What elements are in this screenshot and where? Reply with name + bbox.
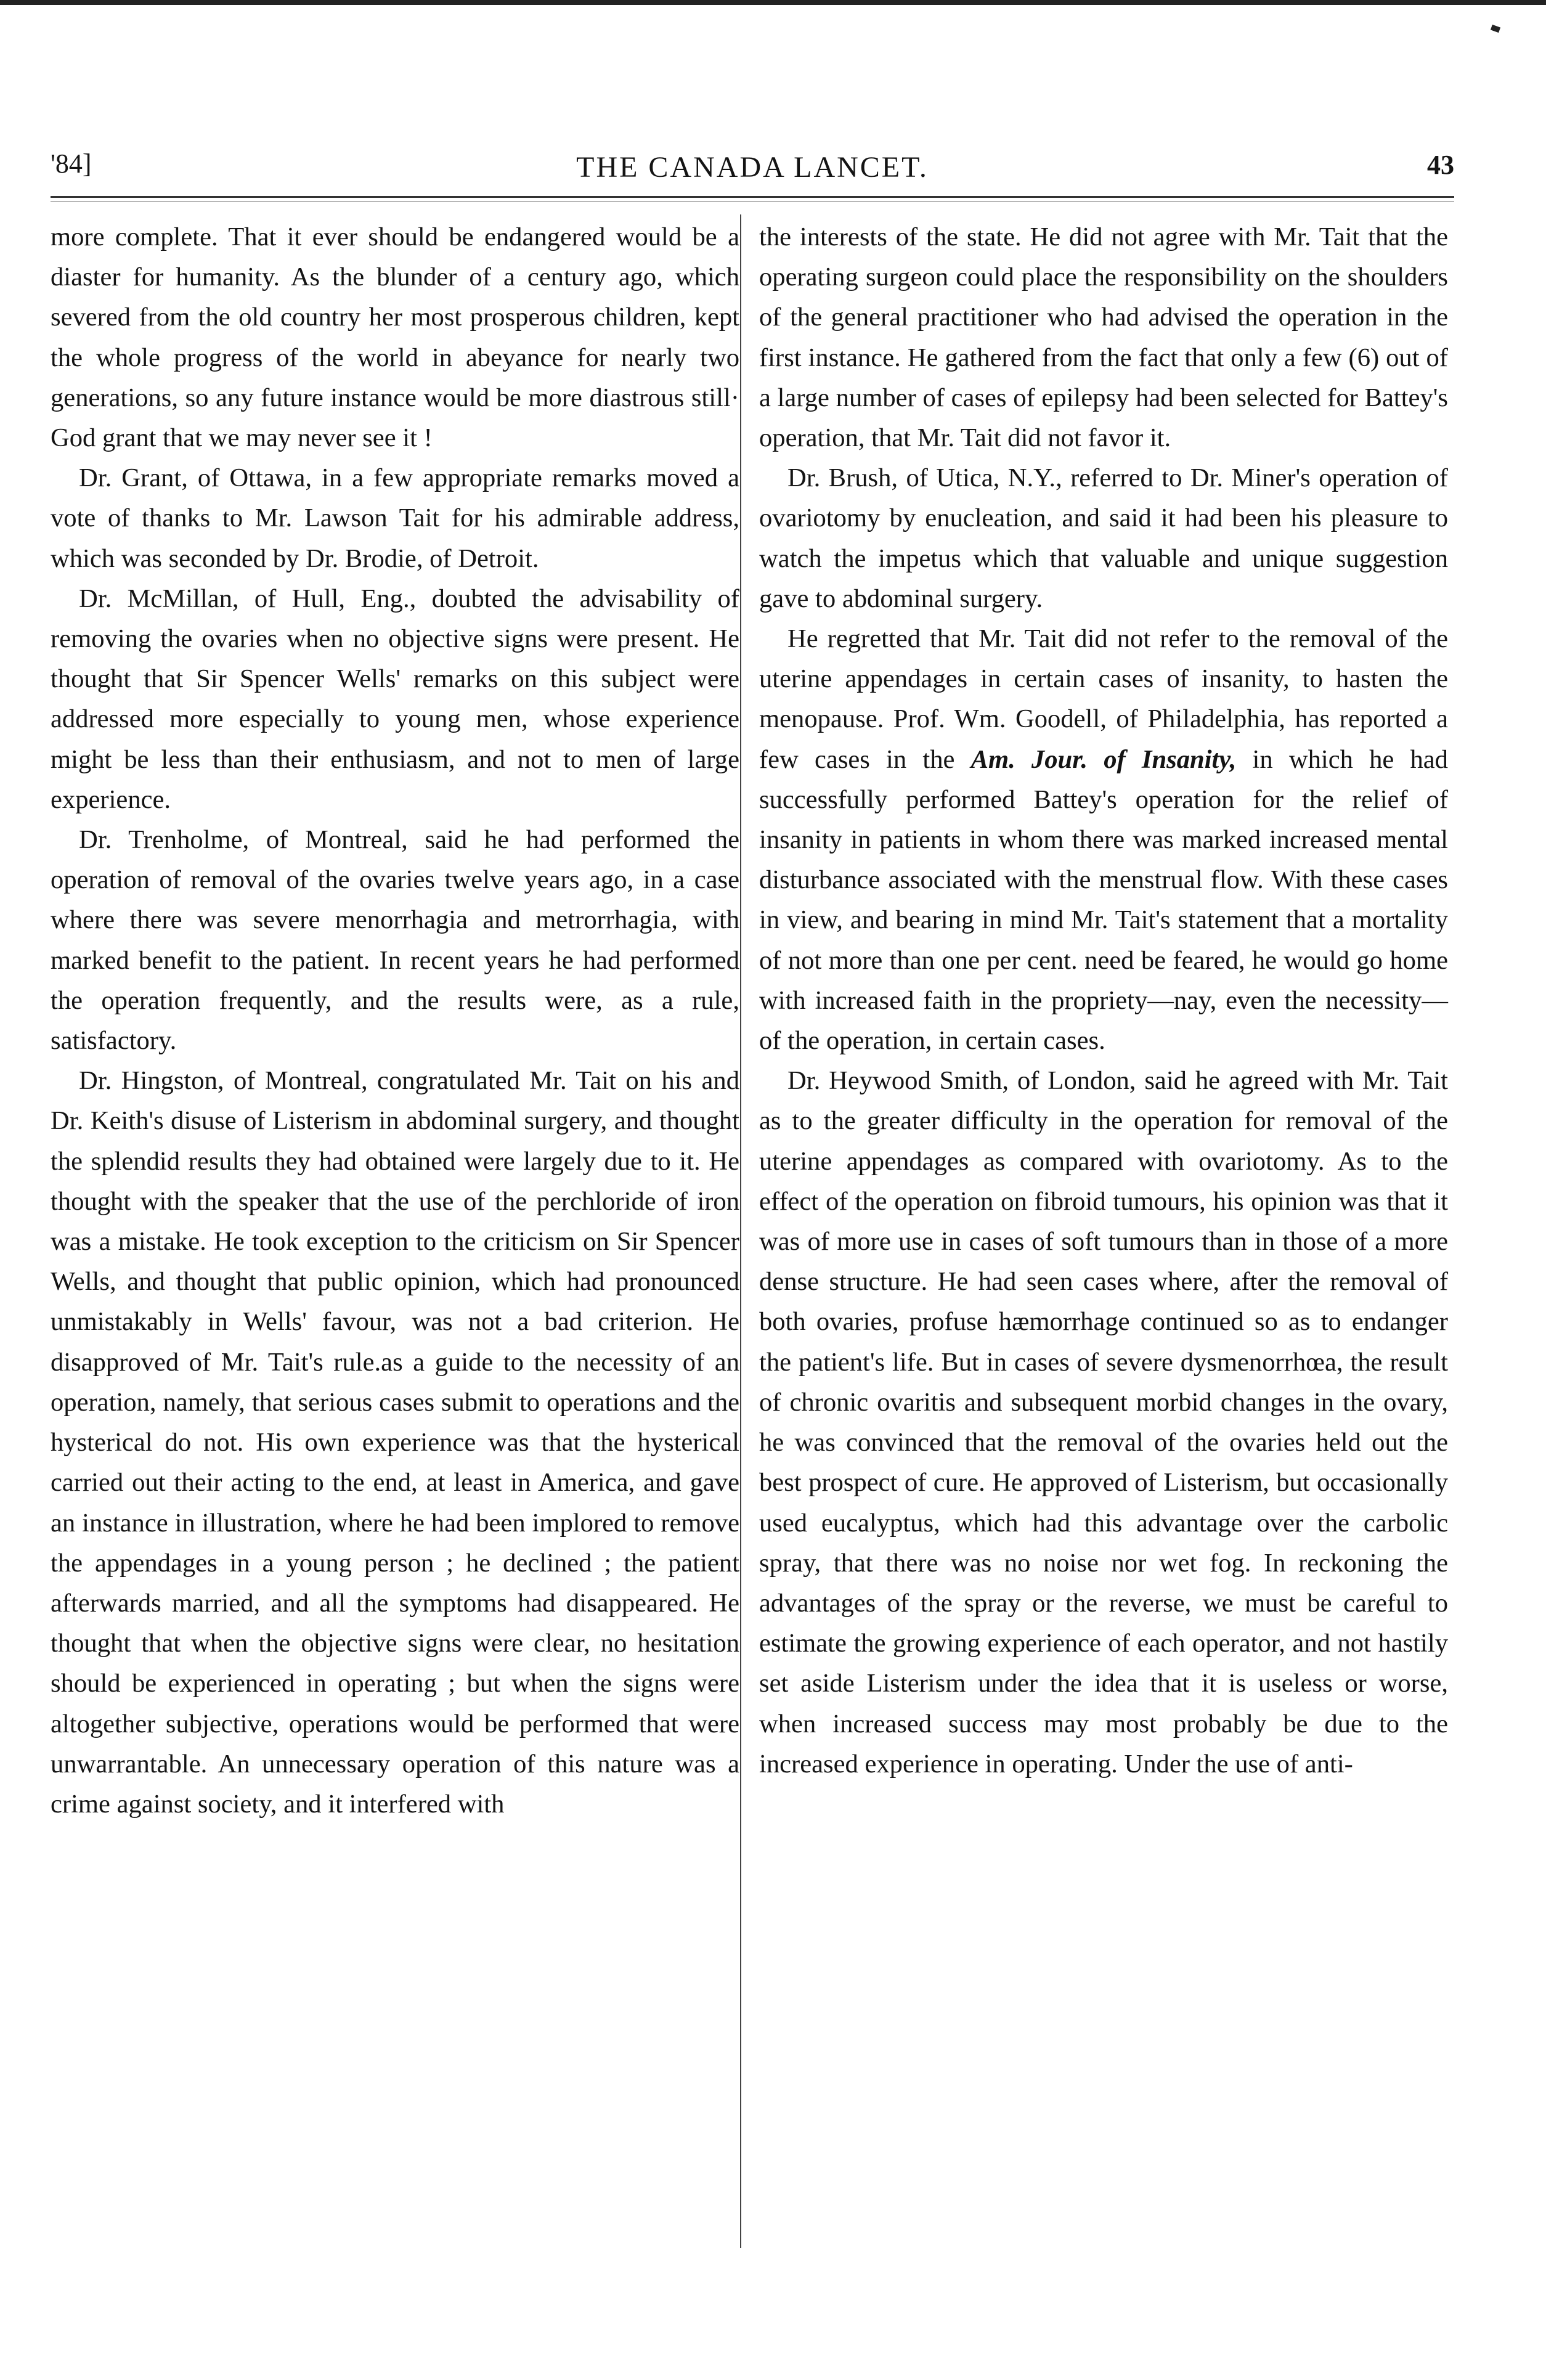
paragraph-insanity-part2: in which he had successfully performed Battey's operation for the relief of insanity in patients in whom there was marked increased mental disturbance associated with the menstrual flow. With these cases in view, and bearing in mind Mr. Tait's statement that a mortality of not more than one per cent. need be feared, he would go home with increased faith in the propriety—nay, even the necessity—of the operation, in certain cases. bbox=[759, 744, 1448, 1056]
paragraph-insanity-part1: He regretted that Mr. Tait did not refer to the removal of the uterine appendages in certain cases of insanity, to hasten the menopause. Prof. Wm. Goodell, of Philadelphia, has reported a few cases in the bbox=[759, 624, 1448, 774]
journal-title: THE CANADA LANCET. bbox=[576, 151, 929, 184]
paragraph-hingston: Dr. Hingston, of Montreal, congratulated Mr. Tait on his and Dr. Keith's disuse of Listerism in abdominal surgery, and thought the splendid results they had obtained were largely due to it. He thought with the speaker that the use of the perchloride of iron was a mistake. He took exception to the criticism on Sir Spencer Wells, and thought that public opinion, which had pronounced unmistakably in Wells' favour, was not a bad criterion. He disapproved of Mr. Tait's rule.as a guide to the necessity of an operation, namely, that serious cases submit to operations and the hysterical do not. His own experience was that the hysterical carried out their acting to the end, at least in America, and gave an instance in illustration, where he had been implored to remove the appendages in a young person ; he declined ; the patient afterwards married, and all the symptoms had disappeared. He thought that when the objective signs were clear, no hesitation should be experienced in operating ; but when the signs were altogether subjective, operations would be performed that were unwarrantable. An unnecessary operation of this nature was a crime against society, and it interfered with bbox=[51, 1066, 739, 1819]
paragraph-brush: Dr. Brush, of Utica, N.Y., referred to Dr. Miner's operation of ovariotomy by enucleation, and said it had been his pleasure to watch the impetus which that valuable and unique suggestion gave to abdominal surgery. bbox=[759, 463, 1448, 613]
scan-top-border bbox=[0, 0, 1546, 5]
paragraph-grant: Dr. Grant, of Ottawa, in a few appropriate remarks moved a vote of thanks to Mr. Lawson Tait for his admirable address, which was seconded by Dr. Brodie, of Detroit. bbox=[51, 463, 739, 573]
running-header bbox=[51, 148, 1454, 191]
page-date: '84] bbox=[51, 149, 92, 179]
scan-mark bbox=[1491, 25, 1500, 33]
paragraph-trenholme: Dr. Trenholme, of Montreal, said he had performed the operation of removal of the ovaries twelve years ago, in a case where there was severe menorrhagia and metrorrhagia, with marked benefit to the patient. In recent years he had performed the operation frequently, and the results were, as a rule, satisfactory. bbox=[51, 825, 739, 1056]
column-divider bbox=[740, 214, 741, 2248]
header-rule-secondary bbox=[51, 201, 1454, 202]
paragraph-mcmillan: Dr. McMillan, of Hull, Eng., doubted the advisability of removing the ovaries when no objective signs were present. He thought that Sir Spencer Wells' remarks on this subject were addressed more especially to young men, whose experience might be less than their enthusiasm, and not to men of large experience. bbox=[51, 584, 739, 814]
paragraph-insanity bbox=[759, 619, 1448, 1061]
paragraph-heywood-smith: Dr. Heywood Smith, of London, said he agreed with Mr. Tait as to the greater difficulty in the operation for removal of the uterine appendages as compared with ovariotomy. As to the effect of the operation on fibroid tumours, his opinion was that it was of more use in cases of soft tumours than in those of a more dense structure. He had seen cases where, after the removal of both ovaries, profuse hæmorrhage continued so as to endanger the patient's life. But in cases of severe dysmenorrhœa, the result of chronic ovaritis and subsequent morbid changes in the ovary, he was convinced that the removal of the ovaries held out the best prospect of cure. He approved of Listerism, but occasionally used eucalyptus, which had this advantage over the carbolic spray, that there was no noise nor wet fog. In reckoning the advantages of the spray or the reverse, we must be careful to estimate the growing experience of each operator, and not hastily set aside Listerism under the idea that it is useless or worse, when increased success may most probably be due to the increased experience in operating. Under the use of anti- bbox=[759, 1066, 1448, 1779]
journal-citation: Am. Jour. of Insanity, bbox=[970, 744, 1237, 774]
right-column bbox=[759, 217, 1448, 2251]
page-number: 43 bbox=[1427, 150, 1454, 180]
paragraph-continuation-right: the interests of the state. He did not agree with Mr. Tait that the operating surgeon could place the responsibility on the shoulders of the general practitioner who had advised the operation in the first instance. He gathered from the fact that only a few (6) out of a large number of cases of epilepsy had been selected for Battey's operation, that Mr. Tait did not favor it. bbox=[759, 222, 1448, 453]
paragraph-continuation: more complete. That it ever should be endangered would be a diaster for humanity. As the blunder of a century ago, which severed from the old country her most prosperous children, kept the whole progress of the world in abeyance for nearly two generations, so any future instance would be more diastrous still· God grant that we may never see it ! bbox=[51, 222, 739, 453]
left-column bbox=[51, 217, 739, 2251]
header-rule bbox=[51, 196, 1454, 198]
